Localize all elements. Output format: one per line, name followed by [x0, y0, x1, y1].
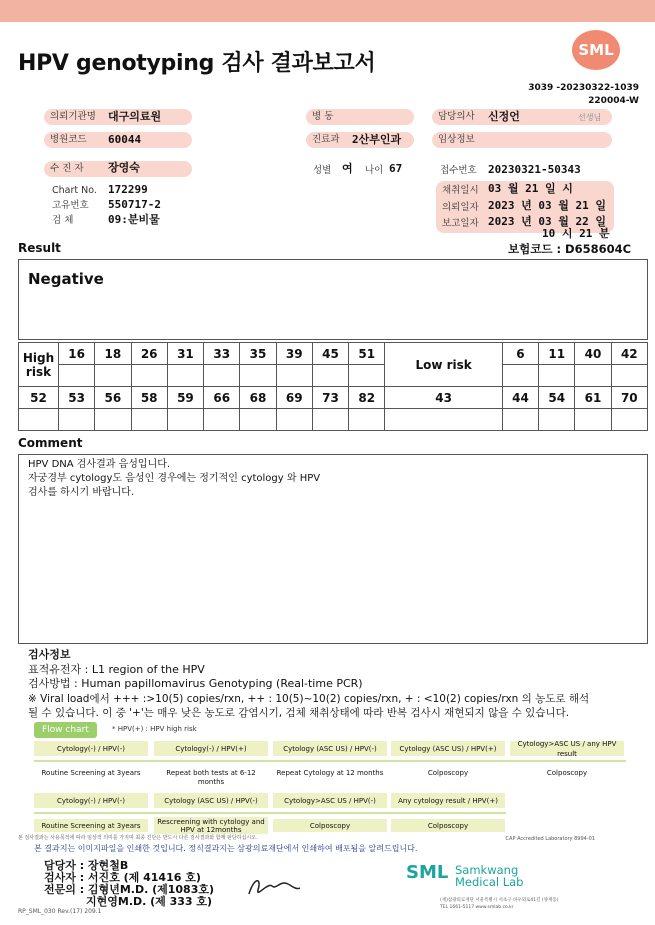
- result-value: Negative: [28, 270, 104, 288]
- flow-box: Any cytology result / HPV(+): [391, 793, 505, 808]
- genotype-result-cell: [276, 409, 312, 431]
- genotype-cell: 44: [502, 387, 538, 409]
- genotype-cell: 42: [611, 343, 647, 365]
- flow-outcome: Colposcopy: [546, 769, 588, 777]
- comment-heading: Comment: [18, 436, 83, 450]
- genotype-result-cell: [167, 365, 203, 387]
- flow-outcome: Routine Screening at 3years: [34, 819, 148, 832]
- flow-chart-tab: Flow chart: [34, 722, 97, 738]
- flow-box: Cytology (ASC US) / HPV(-): [273, 741, 387, 756]
- genotype-result-cell: [349, 409, 385, 431]
- exam-heading: 검사정보: [28, 648, 71, 661]
- genotype-result-cell: [575, 409, 611, 431]
- name-label: 수 진 자: [44, 161, 192, 177]
- flow-outcome: Colposcopy: [427, 769, 469, 777]
- flow-line: [34, 812, 506, 814]
- genotype-result-cell: [539, 409, 575, 431]
- genotype-cell: 11: [539, 343, 575, 365]
- receipt-value: 20230321-50343: [488, 163, 581, 176]
- report-date-label: 보고일자: [442, 218, 479, 229]
- genotype-result-cell: [131, 365, 167, 387]
- age-value: 67: [389, 162, 403, 175]
- exam-target: 표적유전자 : L1 region of the HPV: [28, 662, 205, 676]
- genotype-cell: 61: [575, 387, 611, 409]
- lab-name: [455, 864, 523, 888]
- exam-info: [28, 648, 589, 721]
- report-date-value: 2023 년 03 월 22 일: [488, 215, 606, 228]
- result-box: [18, 259, 648, 340]
- flow-box: Cytology(-) / HPV(+): [154, 741, 268, 756]
- result-heading: Result: [18, 241, 61, 255]
- dept-label: 진료과: [306, 132, 414, 148]
- chart-value: 172299: [108, 183, 148, 196]
- flow-box: Cytology>ASC US / any HPV result: [510, 741, 624, 756]
- genotype-result-cell: [502, 409, 538, 431]
- genotype-cell: 66: [204, 387, 240, 409]
- exam-method: 검사방법 : Human papillomavirus Genotyping (Real-time PCR): [28, 677, 363, 690]
- footer-disclaimer: 본 검사결과는 사용목적에 따라 임상적 의미를 가지며 최종 진단은 반드시 다른 검사결과와 함께 판단하십시오.: [18, 835, 258, 841]
- genotype-cell: 82: [349, 387, 385, 409]
- genotype-grid: [18, 342, 648, 431]
- report-id: [528, 82, 639, 108]
- specimen-label: 검 체: [52, 215, 74, 226]
- flow-outcome: Colposcopy: [273, 819, 387, 832]
- dept-value: 2산부인과: [352, 133, 402, 146]
- report-id-line2: 220004-W: [588, 96, 639, 106]
- report-id-line1: 3039 -20230322-1039: [528, 83, 639, 93]
- flow-box: Cytology (ASC US) / HPV(+): [391, 741, 505, 756]
- genotype-result-cell: [95, 365, 131, 387]
- uid-label: 고유번호: [52, 200, 89, 211]
- genotype-result-cell: [349, 365, 385, 387]
- genotype-cell: 69: [276, 387, 312, 409]
- genotype-result-cell: [312, 365, 348, 387]
- signature-icon: [244, 872, 304, 902]
- sex-value: 여: [342, 162, 353, 175]
- genotype-cell: 26: [131, 343, 167, 365]
- genotype-result-cell: [240, 365, 276, 387]
- genotype-result-cell: [240, 409, 276, 431]
- genotype-cell: 51: [349, 343, 385, 365]
- specimen-value: 09:분비물: [108, 213, 160, 226]
- sex-label: 성별: [313, 165, 332, 176]
- staff-line: 검사자 : 서진호 (제 41416 호): [44, 871, 201, 884]
- age-label: 나이: [365, 165, 384, 176]
- genotype-cell: 33: [204, 343, 240, 365]
- hospital-value: 대구의료원: [108, 110, 162, 123]
- genotype-result-cell: [539, 365, 575, 387]
- name-value: 장영숙: [108, 161, 140, 174]
- flow-outcome: Routine Screening at 3years: [41, 769, 141, 777]
- doctor-label: 담당의사: [432, 109, 612, 125]
- genotype-cell: 45: [312, 343, 348, 365]
- staff-line: 지현영M.D. (제 333 호): [86, 895, 213, 908]
- request-value: 2023 년 03 월 21 일: [488, 199, 606, 212]
- genotype-result-cell: [276, 365, 312, 387]
- genotype-result-cell: [575, 365, 611, 387]
- flow-note: * HPV(+) : HPV high risk: [112, 725, 197, 733]
- genotype-result-cell: [95, 409, 131, 431]
- genotype-cell: 18: [95, 343, 131, 365]
- genotype-result-cell: [167, 409, 203, 431]
- report-time-value: 10 시 21 분: [542, 227, 610, 240]
- genotype-result-cell: [611, 409, 647, 431]
- staff-line: 담당자 : 장현철B: [44, 859, 129, 872]
- image-notice: 본 결과지는 이미지파일을 인쇄한 것입니다. 정식결과지는 삼광의료재단에서 인쇄하여 배포됨을 알려드립니다.: [34, 844, 418, 853]
- report-title: HPV genotyping 검사 결과보고서: [18, 51, 376, 76]
- sml-logo-bottom: SML: [406, 862, 449, 883]
- uid-value: 550717-2: [108, 198, 161, 211]
- collect-value: 03 월 21 일 시: [488, 182, 573, 195]
- flow-outcome: Colposcopy: [391, 819, 505, 832]
- genotype-cell: 58: [131, 387, 167, 409]
- genotype-cell: 54: [539, 387, 575, 409]
- genotype-cell: 56: [95, 387, 131, 409]
- hospital-label: 의뢰기관명: [44, 109, 192, 125]
- genotype-cell: 31: [167, 343, 203, 365]
- genotype-cell: 35: [240, 343, 276, 365]
- lab-address-1: (재)삼광의료재단 서울특별시 서초구 바우뫼로41길 (양재동): [440, 898, 559, 903]
- genotype-result-cell: [19, 409, 59, 431]
- genotype-cell: 68: [240, 387, 276, 409]
- genotype-result-cell: [611, 365, 647, 387]
- genotype-cell: 73: [312, 387, 348, 409]
- exam-note1: ※ Viral load에서 +++ :>10(5) copies/rxn, ++ : 10(5)~10(2) copies/rxn, + : <10(2) copies/rxn 의 농도로 해석: [28, 692, 590, 705]
- genotype-cell: 40: [575, 343, 611, 365]
- clinical-label: 임상정보: [432, 132, 612, 148]
- comment-line: HPV DNA 검사결과 음성입니다.: [28, 459, 171, 470]
- flow-outcome: Rescreening with cytology and HPV at 12months: [154, 817, 268, 834]
- genotype-cell: 39: [276, 343, 312, 365]
- collect-label: 채취일시: [442, 185, 479, 196]
- doctor-title: 선생님: [578, 113, 602, 122]
- comment-line: 검사를 하시기 바랍니다.: [28, 487, 135, 498]
- lab-address-2: TEL 1661-5117 www.smlab.co.kr: [440, 905, 514, 910]
- request-label: 의뢰일자: [442, 202, 479, 213]
- flow-box: Cytology(-) / HPV(-): [34, 793, 148, 808]
- code-label: 병원코드: [44, 132, 192, 148]
- sml-logo-top: SML: [572, 30, 620, 70]
- flow-box: Cytology(-) / HPV(-): [34, 741, 148, 756]
- genotype-cell: 52: [19, 387, 59, 409]
- flow-outcome: Repeat Cytology at 12 months: [276, 769, 384, 777]
- genotype-result-cell: [131, 409, 167, 431]
- flow-outcome: Repeat both tests at 6-12 months: [166, 769, 256, 786]
- flow-line: [34, 760, 626, 762]
- genotype-cell: 43: [385, 387, 502, 409]
- code-value: 60044: [108, 133, 142, 146]
- flow-box: Cytology (ASC US) / HPV(-): [154, 793, 268, 808]
- genotype-result-cell: [312, 409, 348, 431]
- insurance-code: 보험코드 : D658604C: [508, 242, 632, 256]
- flow-box: Cytology>ASC US / HPV(-): [273, 793, 387, 808]
- exam-note2: 될 수 있습니다. 이 중 '+'는 매우 낮은 농도로 감염시기, 검체 채취상태에 따라 반복 검사시 재현되지 않을 수 있습니다.: [28, 707, 570, 719]
- revision: RP_SML_030 Rev.(17) 209.1: [18, 908, 102, 915]
- genotype-result-cell: [385, 409, 502, 431]
- genotype-cell: 6: [502, 343, 538, 365]
- genotype-result-cell: [502, 365, 538, 387]
- comment-line: 자궁경부 cytology도 음성인 경우에는 정기적인 cytology 와 HPV: [28, 473, 321, 484]
- chart-label: Chart No.: [52, 185, 97, 196]
- lab-name-1: Samkwang: [455, 863, 519, 877]
- comment-text: [28, 458, 320, 500]
- genotype-cell: 70: [611, 387, 647, 409]
- doctor-value: 신정언: [488, 110, 520, 123]
- genotype-cell: 53: [59, 387, 95, 409]
- staff-line: 전문의 : 김형년M.D. (제1083호): [44, 883, 214, 896]
- lab-name-2: Medical Lab: [455, 875, 524, 889]
- receipt-label: 접수번호: [440, 165, 477, 176]
- low-risk-label: Low risk: [385, 343, 502, 387]
- lab-address: [440, 897, 558, 911]
- genotype-cell: 16: [59, 343, 95, 365]
- genotype-result-cell: [204, 365, 240, 387]
- ward-label: 병 동: [306, 109, 414, 125]
- genotype-result-cell: [204, 409, 240, 431]
- genotype-cell: 59: [167, 387, 203, 409]
- genotype-result-cell: [59, 409, 95, 431]
- cap-accreditation: CAP Accredited Laboratory 8994-01: [505, 836, 595, 842]
- staff-block: [44, 860, 214, 908]
- top-band: [0, 0, 655, 22]
- high-risk-label: High risk: [19, 343, 59, 387]
- genotype-result-cell: [59, 365, 95, 387]
